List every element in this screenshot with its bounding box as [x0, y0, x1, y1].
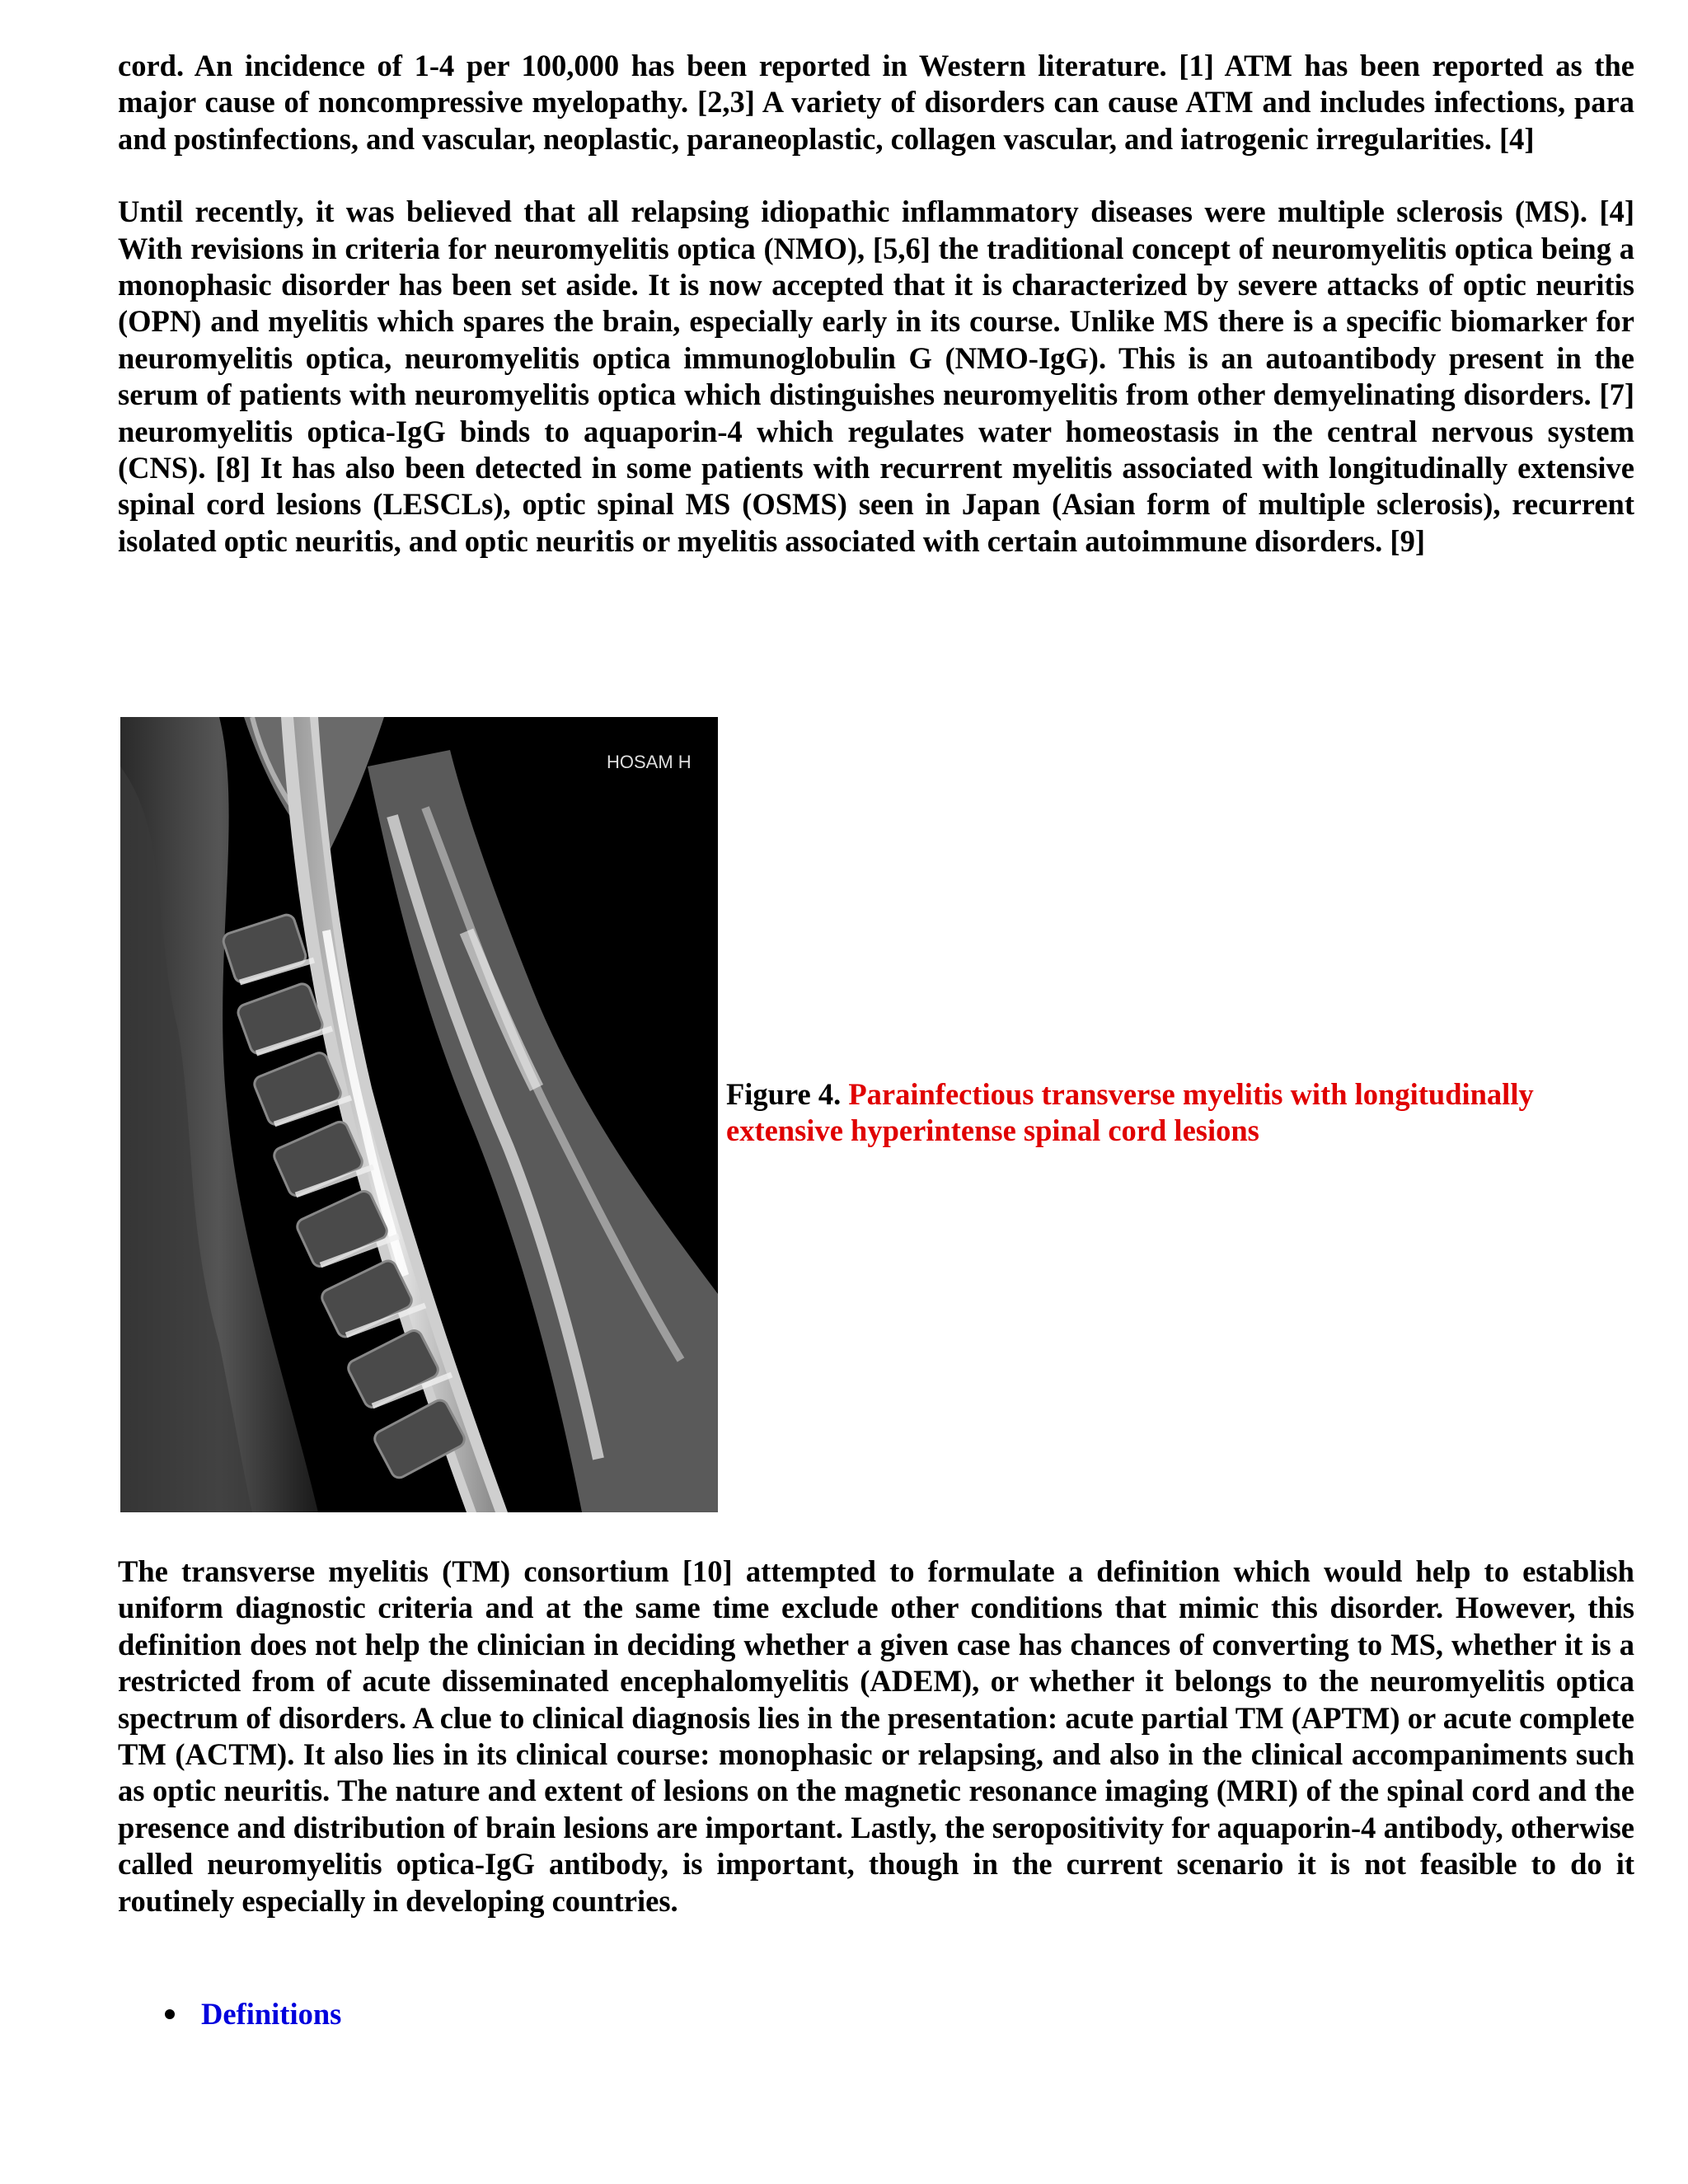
paragraph-nmo: Until recently, it was believed that all relapsing idiopathic inflammatory diseases were multiple sclerosis (MS). [4] With revisions in criteria for neuromyelitis optica (NMO), [5,6] the traditional concept of neuromyelitis optica being a monophasic disorder has been set aside. It is now accepted that it is characterized by severe attacks of optic neuritis (OPN) and myelitis which spares the brain, especially early in its course. Unlike MS there is a specific biomarker for neuromyelitis optica, neuromyelitis optica immunoglobulin G (NMO-IgG). This is an autoantibody present in the serum of patients with neuromyelitis optica which distinguishes neuromyelitis from other demyelinating disorders. [7] neuromyelitis optica-IgG binds to aquaporin-4 which regulates water homeostasis in the central nervous system (CNS). [8] It has also been detected in some patients with recurrent myelitis associated with longitudinally extensive spinal cord lesions (LESCLs), optic spinal MS (OSMS) seen in Japan (Asian form of multiple sclerosis), recurrent isolated optic neuritis, and optic neuritis or myelitis associated with certain autoimmune disorders. [9]	[118, 194, 1634, 558]
list-item	[165, 1996, 341, 2032]
paragraph-incidence: cord. An incidence of 1-4 per 100,000 has been reported in Western literature. [1] ATM has been reported as the major cause of noncompressive myelopathy. [2,3] A variety of disorders can cause ATM and includes infections, para and postinfections, and vascular, neoplastic, paraneoplastic, collagen vascular, and iatrogenic irregularities. [4]	[118, 49, 1634, 156]
paragraph-tm-consortium: The transverse myelitis (TM) consortium [10] attempted to formulate a definition which would help to establish uniform diagnostic criteria and at the same time exclude other conditions that mimic this disorder. However, this definition does not help the clinician in deciding whether a given case has chances of converting to MS, whether it is a restricted from of acute disseminated encephalomyelitis (ADEM), or whether it belongs to the neuromyelitis optica spectrum of disorders. A clue to clinical diagnosis lies in the presentation: acute partial TM (APTM) or acute complete TM (ACTM). It also lies in its clinical course: monophasic or relapsing, and also in the clinical accompaniments such as optic neuritis. The nature and extent of lesions on the magnetic resonance imaging (MRI) of the spinal cord and the presence and distribution of brain lesions are important. Lastly, the seropositivity for aquaporin-4 antibody, otherwise called neuromyelitis optica-IgG antibody, is important, though in the current scenario it is not feasible to do it routinely especially in developing countries.	[118, 1554, 1634, 1918]
image-overlay-text: HOSAM H	[607, 752, 692, 772]
figure-caption	[726, 1076, 1637, 1150]
figure-title: Parainfectious transverse myelitis with longitudinally extensive hyperintense spinal cord lesions	[726, 1077, 1534, 1148]
article-body	[118, 48, 1634, 560]
figure-4	[120, 717, 1637, 1512]
article-body-continued	[118, 1554, 1634, 1919]
definitions-link[interactable]: Definitions	[201, 1997, 342, 2031]
bullet-icon	[165, 2009, 175, 2019]
mri-spine-image	[120, 717, 718, 1512]
section-links	[165, 1996, 341, 2032]
figure-label: Figure 4.	[726, 1077, 842, 1111]
